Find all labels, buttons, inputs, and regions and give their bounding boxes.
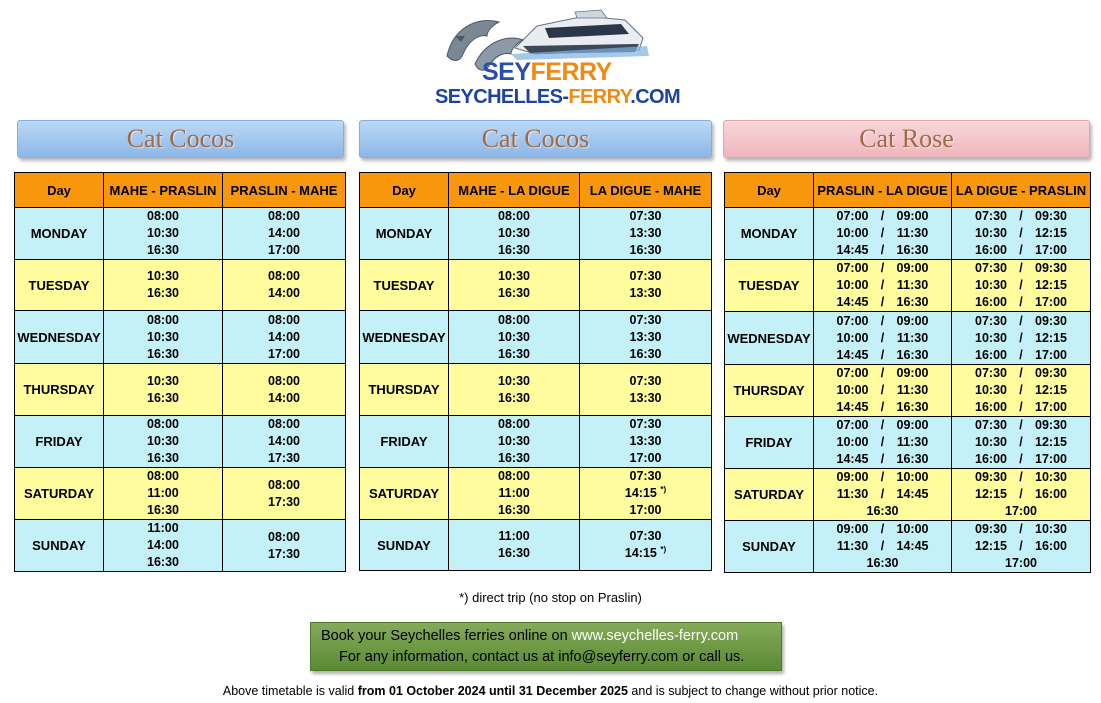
departures-cell: 07:30 / 09:30 10:30 / 12:15 16:00 / 17:00 (952, 312, 1091, 365)
table-row (360, 416, 712, 468)
departures-cell: 07:00 / 09:00 10:00 / 11:30 14:45 / 16:30 (814, 417, 952, 469)
table-row (360, 468, 712, 520)
direct-trip-mark: *) (660, 544, 667, 554)
booking-banner (310, 622, 782, 671)
departures-cell: 08:00 14:00 (223, 364, 346, 416)
day-cell: WEDNESDAY (360, 311, 449, 364)
timetable-mahe-praslin (14, 172, 346, 572)
booking-line-1: Book your Seychelles ferries online on www.seychelles-ferry.com (321, 628, 739, 644)
table-row (360, 364, 712, 416)
table-row (15, 520, 346, 572)
header-day: Day (725, 173, 814, 208)
departures-cell: 10:30 16:30 (449, 260, 580, 311)
day-cell: MONDAY (725, 208, 814, 260)
table-row (725, 208, 1091, 260)
departures-cell: 07:30 / 09:30 10:30 / 12:15 16:00 / 17:00 (952, 365, 1091, 417)
day-cell: THURSDAY (15, 364, 104, 416)
day-cell: SUNDAY (725, 521, 814, 573)
header-outbound: MAHE - LA DIGUE (449, 173, 580, 208)
header-return: LA DIGUE - PRASLIN (952, 173, 1091, 208)
website-link[interactable]: www.seychelles-ferry.com (571, 628, 739, 644)
departures-cell: 08:00 10:30 16:30 (449, 416, 580, 468)
departures-cell: 10:30 16:30 (104, 260, 223, 311)
departures-cell: 07:30 14:15 *) (580, 520, 712, 571)
departures-cell: 10:30 16:30 (104, 364, 223, 416)
day-cell: FRIDAY (360, 416, 449, 468)
ferry-icon (511, 10, 649, 60)
departures-cell: 07:30 / 09:30 10:30 / 12:15 16:00 / 17:00 (952, 208, 1091, 260)
email-link[interactable]: info@seyferry.com (558, 649, 679, 665)
day-cell: TUESDAY (360, 260, 449, 311)
departures-cell: 09:30 / 10:30 12:15 / 16:00 17:00 (952, 469, 1091, 521)
day-cell: SUNDAY (360, 520, 449, 571)
table-row (15, 208, 346, 260)
table-row (360, 208, 712, 260)
departures-cell: 08:00 14:00 (223, 260, 346, 311)
vessel-title-cat-cocos-praslin: Cat Cocos (17, 120, 344, 158)
day-cell: WEDNESDAY (15, 311, 104, 364)
brand-domain: SEYCHELLES-FERRY.COM (435, 86, 681, 108)
header-outbound: PRASLIN - LA DIGUE (814, 173, 952, 208)
day-cell: SATURDAY (360, 468, 449, 520)
header-outbound: MAHE - PRASLIN (104, 173, 223, 208)
departures-cell: 07:30 13:30 (580, 260, 712, 311)
departures-cell: 08:00 10:30 16:30 (449, 208, 580, 260)
direct-trip-mark: *) (660, 484, 667, 494)
day-cell: THURSDAY (725, 365, 814, 417)
departures-cell: 08:00 11:00 16:30 (449, 468, 580, 520)
validity-range: from 01 October 2024 until 31 December 2025 (357, 684, 628, 698)
departures-cell: 08:00 17:30 (223, 468, 346, 520)
departures-cell: 08:00 10:30 16:30 (104, 416, 223, 468)
departures-cell: 08:00 17:30 (223, 520, 346, 572)
table-row (725, 260, 1091, 312)
table-row (360, 311, 712, 364)
table-row (725, 469, 1091, 521)
vessel-title-cat-rose: Cat Rose (723, 120, 1090, 158)
timetable-mahe-ladigue (359, 172, 712, 571)
table-row (725, 312, 1091, 365)
day-cell: MONDAY (360, 208, 449, 260)
day-cell: SUNDAY (15, 520, 104, 572)
departures-cell: 07:30 / 09:30 10:30 / 12:15 16:00 / 17:00 (952, 417, 1091, 469)
timetable-praslin-ladigue (724, 172, 1091, 573)
header-day: Day (15, 173, 104, 208)
validity-notice: Above timetable is valid from 01 October 2024 until 31 December 2025 and is subject to change without prior notice. (222, 684, 879, 698)
day-cell: THURSDAY (360, 364, 449, 416)
day-cell: SATURDAY (15, 468, 104, 520)
departures-cell: 07:00 / 09:00 10:00 / 11:30 14:45 / 16:30 (814, 208, 952, 260)
departures-cell: 09:00 / 10:00 11:30 / 14:45 16:30 (814, 521, 952, 573)
departures-cell: 08:00 10:30 16:30 (104, 208, 223, 260)
departures-cell: 07:30 13:30 (580, 364, 712, 416)
departures-cell: 08:00 14:00 17:30 (223, 416, 346, 468)
table-row (725, 521, 1091, 573)
day-cell: TUESDAY (725, 260, 814, 312)
departures-cell: 10:30 16:30 (449, 364, 580, 416)
day-cell: FRIDAY (725, 417, 814, 469)
departures-cell: 08:00 14:00 17:00 (223, 311, 346, 364)
departures-cell: 08:00 14:00 17:00 (223, 208, 346, 260)
departures-cell: 07:30 14:15 *) 17:00 (580, 468, 712, 520)
day-cell: TUESDAY (15, 260, 104, 311)
day-cell: FRIDAY (15, 416, 104, 468)
header-day: Day (360, 173, 449, 208)
table-row (15, 311, 346, 364)
departures-cell: 08:00 10:30 16:30 (449, 311, 580, 364)
day-cell: WEDNESDAY (725, 312, 814, 365)
table-row (15, 468, 346, 520)
departures-cell: 09:30 / 10:30 12:15 / 16:00 17:00 (952, 521, 1091, 573)
departures-cell: 07:00 / 09:00 10:00 / 11:30 14:45 / 16:30 (814, 365, 952, 417)
table-row (725, 417, 1091, 469)
table-row (725, 365, 1091, 417)
booking-line-2: For any information, contact us at info@seyferry.com or call us. (339, 649, 745, 665)
departures-cell: 07:00 / 09:00 10:00 / 11:30 14:45 / 16:30 (814, 312, 952, 365)
departures-cell: 09:00 / 10:00 11:30 / 14:45 16:30 (814, 469, 952, 521)
departures-cell: 07:00 / 09:00 10:00 / 11:30 14:45 / 16:30 (814, 260, 952, 312)
table-row (360, 260, 712, 311)
day-cell: SATURDAY (725, 469, 814, 521)
departures-cell: 08:00 11:00 16:30 (104, 468, 223, 520)
departures-cell: 07:30 13:30 16:30 (580, 208, 712, 260)
departures-cell: 07:30 13:30 17:00 (580, 416, 712, 468)
departures-cell: 07:30 / 09:30 10:30 / 12:15 16:00 / 17:00 (952, 260, 1091, 312)
departures-cell: 11:00 14:00 16:30 (104, 520, 223, 572)
vessel-title-cat-cocos-ladigue: Cat Cocos (359, 120, 712, 158)
table-row (15, 260, 346, 311)
departures-cell: 11:00 16:30 (449, 520, 580, 571)
table-row (15, 364, 346, 416)
table-row (15, 416, 346, 468)
footnote: *) direct trip (no stop on Praslin) (459, 590, 642, 605)
brand-name: SEYFERRY (482, 58, 612, 86)
day-cell: MONDAY (15, 208, 104, 260)
table-row (360, 520, 712, 571)
header-return: LA DIGUE - MAHE (580, 173, 712, 208)
departures-cell: 08:00 10:30 16:30 (104, 311, 223, 364)
departures-cell: 07:30 13:30 16:30 (580, 311, 712, 364)
header-return: PRASLIN - MAHE (223, 173, 346, 208)
